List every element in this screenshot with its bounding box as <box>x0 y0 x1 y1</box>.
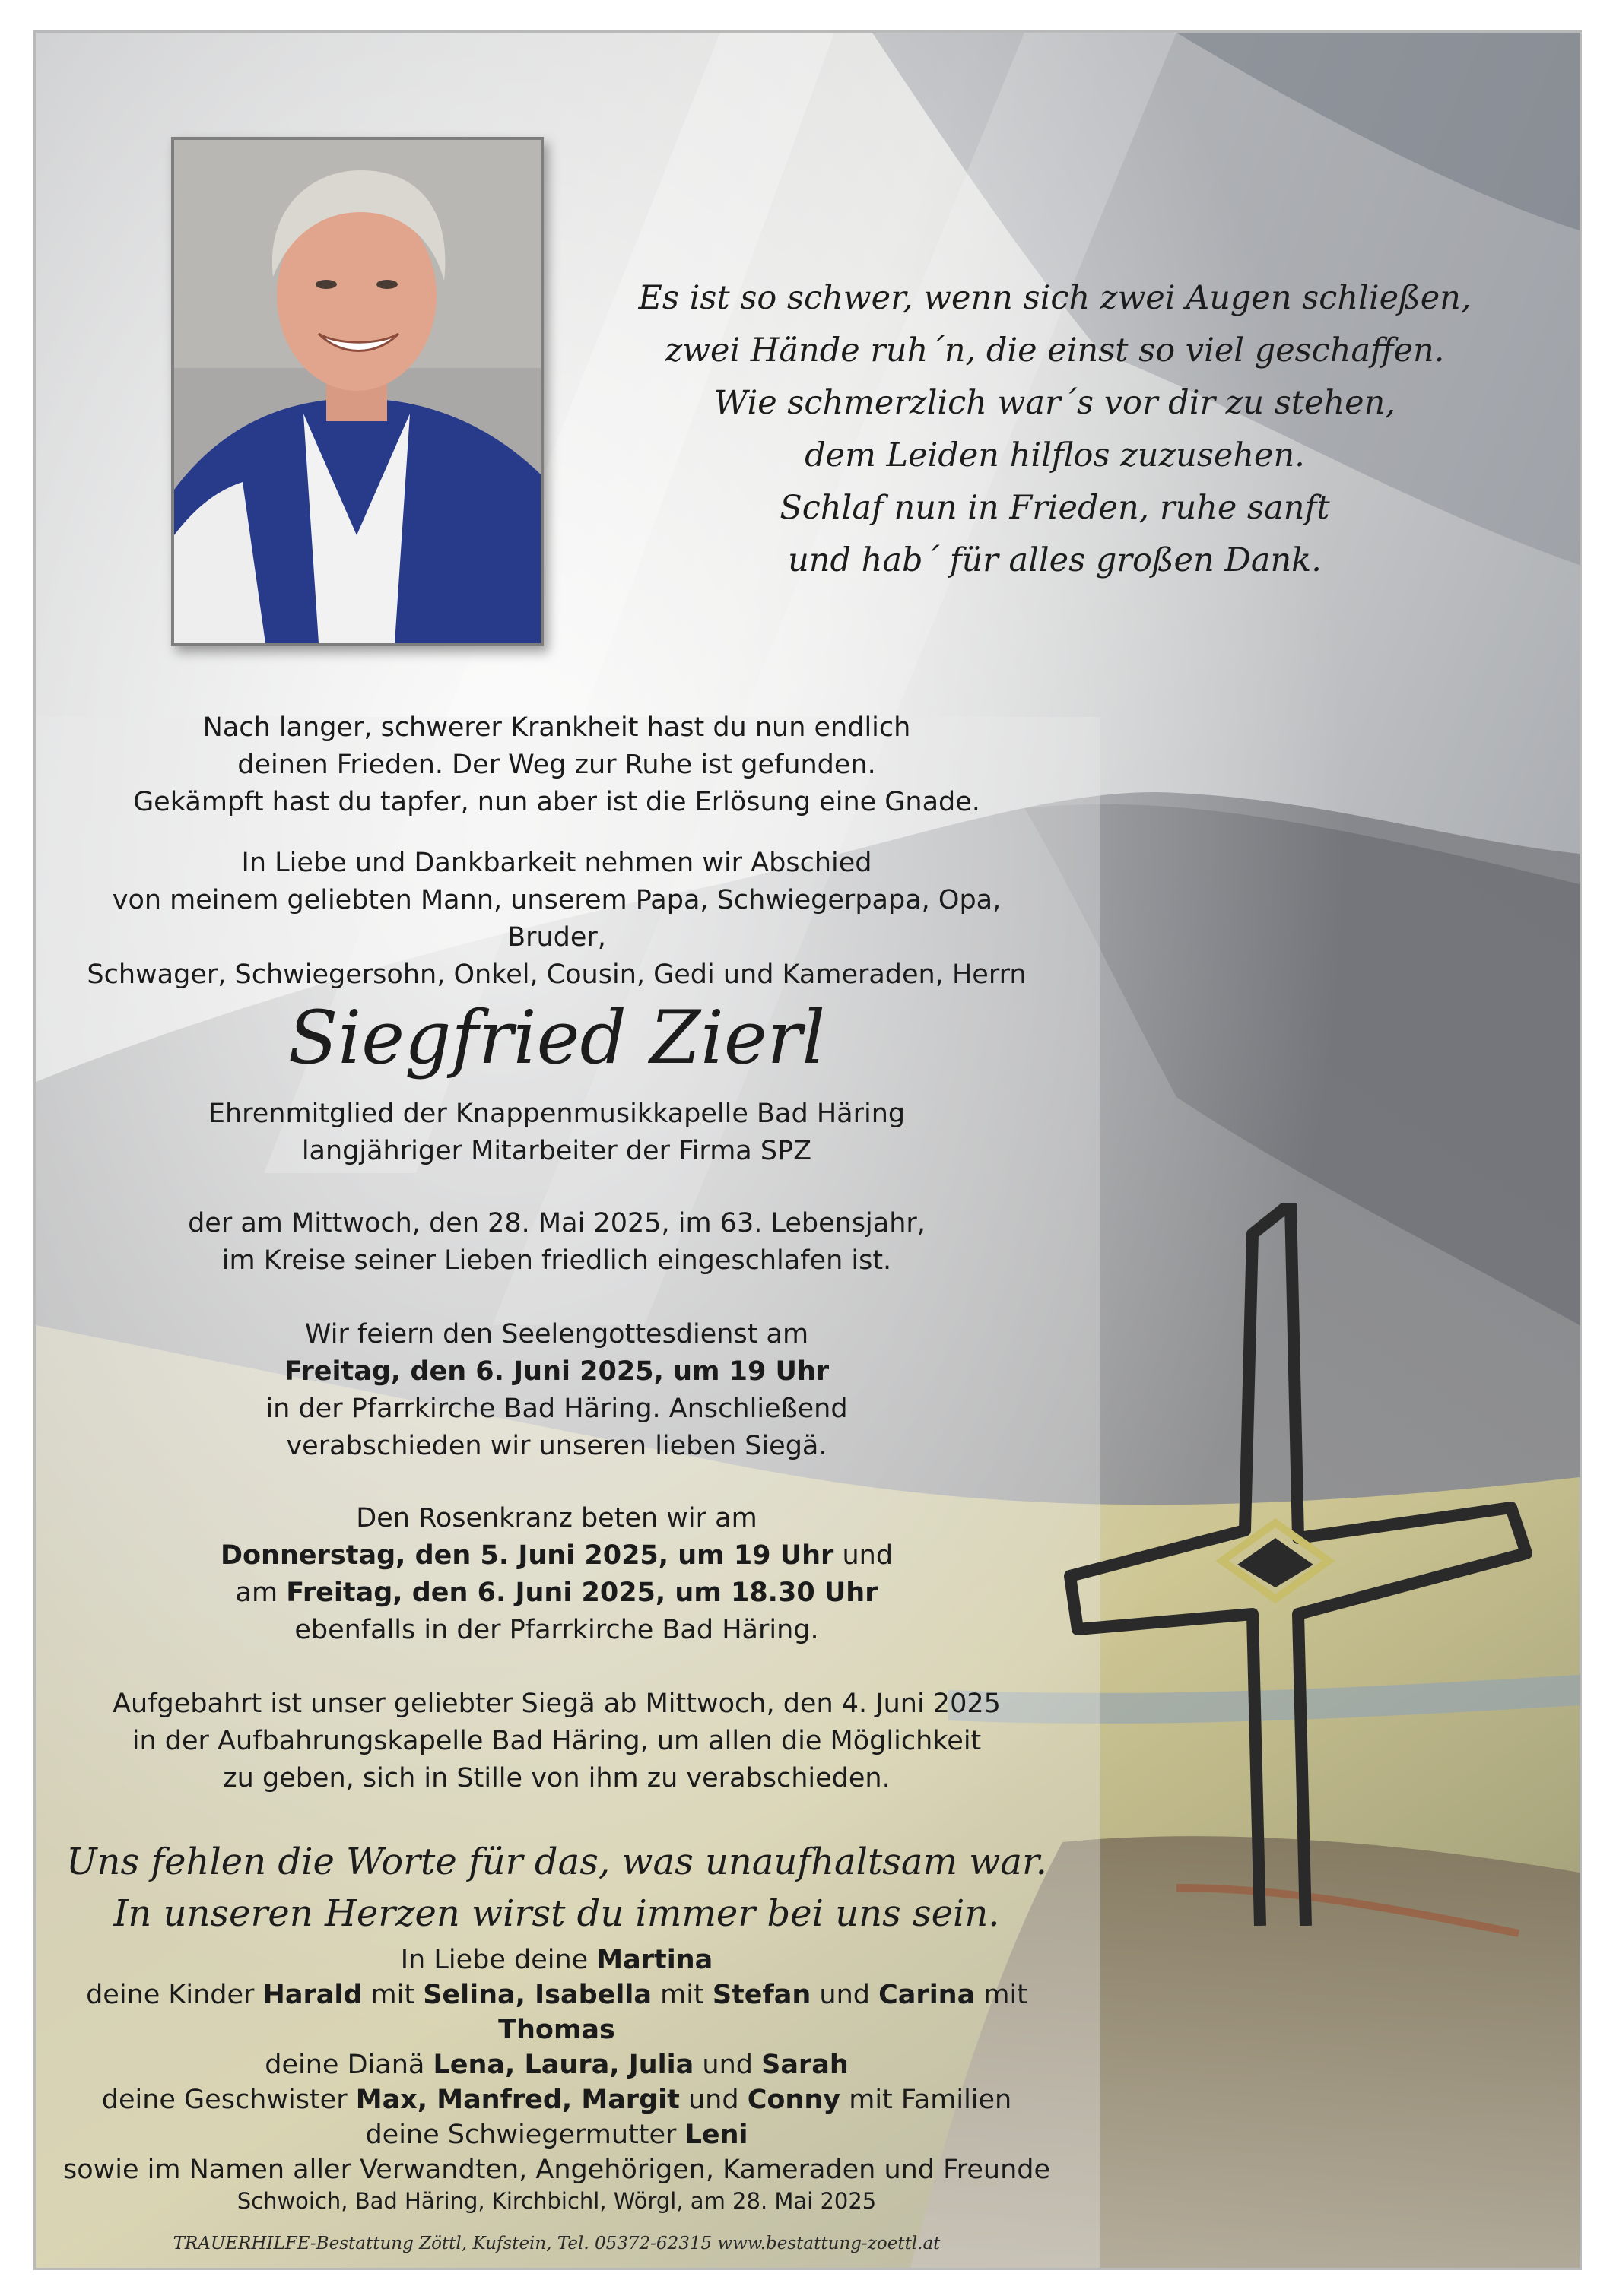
mass-line: in der Pfarrkirche Bad Häring. Anschließend <box>265 1394 848 1424</box>
farewell-text <box>66 845 1047 994</box>
intro-text <box>66 709 1047 821</box>
poem-line: und hab´ für alles großen Dank. <box>788 541 1322 579</box>
viewing-line: Aufgebahrt ist unser geliebter Siegä ab Mittwoch, den 4. Juni 2025 <box>113 1689 1001 1719</box>
viewing-line: zu geben, sich in Stille von ihm zu verabschieden. <box>223 1763 891 1793</box>
mourner-line <box>36 1977 1078 2047</box>
mourner-line <box>36 2117 1078 2152</box>
text-span: und <box>811 1980 879 2010</box>
mourner-line <box>36 2047 1078 2082</box>
text-span: Martina <box>596 1945 713 1975</box>
mass-line: Wir feiern den Seelengottesdienst am <box>304 1319 809 1349</box>
text-span: mit <box>652 1980 713 2010</box>
text-span: Sarah <box>761 2050 849 2080</box>
deceased-titles <box>66 1096 1047 1170</box>
death-line: im Kreise seiner Lieben friedlich eingeschlafen ist. <box>221 1245 892 1276</box>
deceased-name: Siegfried Zierl <box>287 995 826 1080</box>
poem-line: Es ist so schwer, wenn sich zwei Augen schließen, <box>638 279 1472 317</box>
text-span: Max, Manfred, Margit <box>355 2085 680 2115</box>
funeral-mass <box>66 1316 1047 1465</box>
text-span: Thomas <box>498 2015 615 2045</box>
mourner-line <box>36 2082 1078 2117</box>
rosary-line: ebenfalls in der Pfarrkirche Bad Häring. <box>294 1615 819 1645</box>
death-notice <box>66 1205 1047 1280</box>
farewell-line: In Liebe und Dankbarkeit nehmen wir Abschied <box>241 848 872 878</box>
text-span: Leni <box>684 2120 748 2150</box>
viewing-line: in der Aufbahrungskapelle Bad Häring, um allen die Möglichkeit <box>132 1726 982 1756</box>
text-span: Selina, Isabella <box>423 1980 653 2010</box>
text-span: deine Schwiegermutter <box>365 2120 685 2150</box>
intro-line: Gekämpft hast du tapfer, nun aber ist die Erlösung eine Gnade. <box>133 787 980 817</box>
rosary-and: und <box>833 1540 894 1571</box>
closing-line: In unseren Herzen wirst du immer bei uns sein. <box>113 1892 1000 1935</box>
obituary-card <box>33 30 1582 2270</box>
mass-date: Freitag, den 6. Juni 2025, um 19 Uhr <box>284 1356 830 1387</box>
closing-line: Uns fehlen die Worte für das, was unaufhaltsam war. <box>66 1841 1047 1883</box>
title-line: Ehrenmitglied der Knappenmusikkapelle Bad Häring <box>208 1099 906 1129</box>
mourner-line: sowie im Namen aller Verwandten, Angehörigen, Kameraden und Freunde <box>62 2155 1051 2185</box>
text-span: deine Geschwister <box>101 2085 356 2115</box>
cross-illustration <box>1024 1203 1572 1926</box>
farewell-line: von meinem geliebten Mann, unserem Papa, Schwiegerpapa, Opa, Bruder, <box>112 885 1002 953</box>
rosary-line: Den Rosenkranz beten wir am <box>356 1503 757 1533</box>
text-span: deine Dianä <box>265 2050 433 2080</box>
funeral-home-footer: TRAUERHILFE-Bestattung Zöttl, Kufstein, Tel. 05372-62315 www.bestattung-zoettl.at <box>173 2234 941 2253</box>
intro-line: deinen Frieden. Der Weg zur Ruhe ist gefunden. <box>237 750 876 780</box>
viewing-info <box>66 1686 1047 1797</box>
text-span: Carina <box>878 1980 976 2010</box>
rosary-date-1: Donnerstag, den 5. Juni 2025, um 19 Uhr <box>220 1540 834 1571</box>
title-line: langjähriger Mitarbeiter der Firma SPZ <box>301 1136 812 1166</box>
rosary <box>66 1500 1047 1649</box>
poem <box>614 272 1496 587</box>
text-span: mit <box>975 1980 1027 2010</box>
text-span: und <box>679 2085 748 2115</box>
poem-line: Schlaf nun in Frieden, ruhe sanft <box>780 489 1330 527</box>
text-span: und <box>694 2050 762 2080</box>
text-span: Stefan <box>712 1980 811 2010</box>
death-line: der am Mittwoch, den 28. Mai 2025, im 63. Lebensjahr, <box>188 1208 926 1238</box>
text-span: mit Familien <box>840 2085 1012 2115</box>
poem-line: dem Leiden hilflos zuzusehen. <box>805 436 1305 474</box>
text-span: deine Kinder <box>86 1980 263 2010</box>
text-span: Lena, Laura, Julia <box>433 2050 694 2080</box>
mass-line: verabschieden wir unseren lieben Siegä. <box>286 1431 827 1461</box>
intro-line: Nach langer, schwerer Krankheit hast du nun endlich <box>202 712 911 743</box>
poem-line: Wie schmerzlich war´s vor dir zu stehen, <box>714 384 1395 422</box>
closing-verse <box>36 1836 1078 1939</box>
mourners <box>36 1942 1078 2187</box>
text-span: Harald <box>262 1980 363 2010</box>
rosary-am: am <box>235 1578 287 1608</box>
place-date: Schwoich, Bad Häring, Kirchbichl, Wörgl, am 28. Mai 2025 <box>237 2188 877 2214</box>
farewell-line: Schwager, Schwiegersohn, Onkel, Cousin, Gedi und Kameraden, Herrn <box>87 959 1027 990</box>
rosary-date-2: Freitag, den 6. Juni 2025, um 18.30 Uhr <box>286 1578 878 1608</box>
mourner-line <box>36 1942 1078 1977</box>
text-span: In Liebe deine <box>400 1945 597 1975</box>
portrait-photo <box>171 137 544 646</box>
text-span: mit <box>362 1980 424 2010</box>
poem-line: zwei Hände ruh´n, die einst so viel geschaffen. <box>665 331 1445 369</box>
text-span: Conny <box>747 2085 841 2115</box>
